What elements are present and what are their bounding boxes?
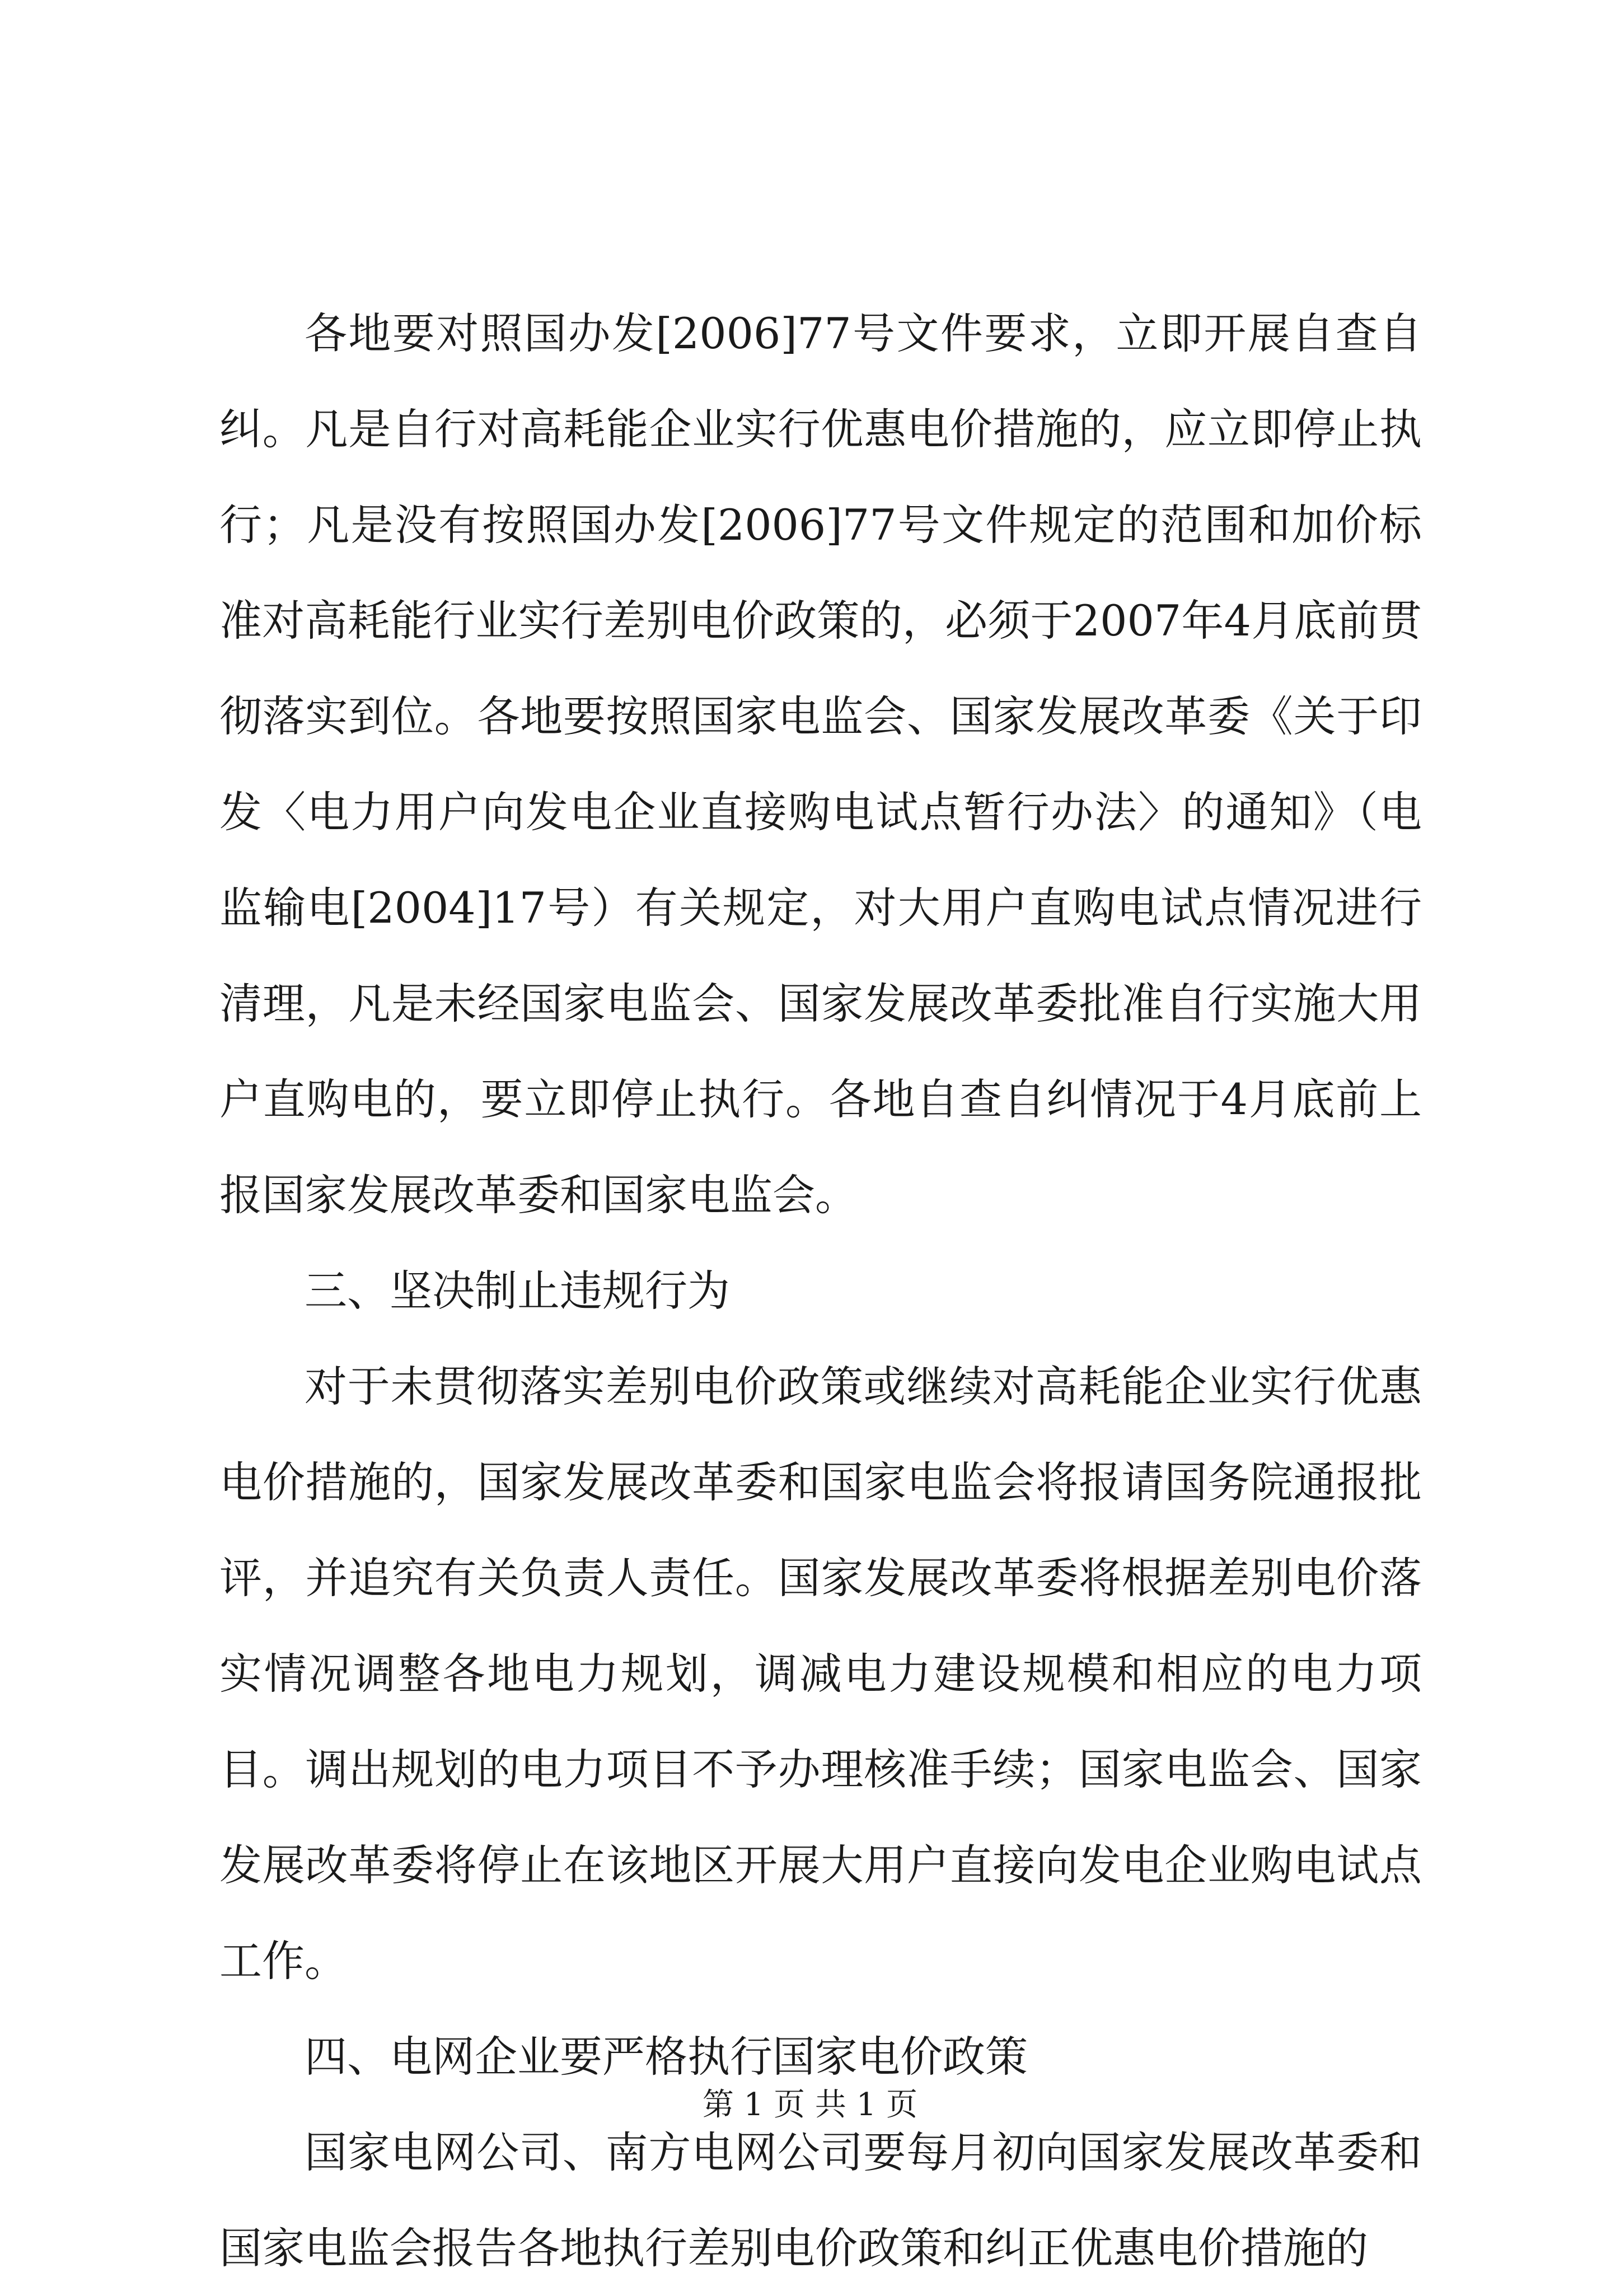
section-heading-four: 四、电网企业要严格执行国家电价政策	[305, 2032, 1028, 2082]
paragraph-violations: 对于未贯彻落实差别电价政策或继续对高耗能企业实行优惠电价措施的，国家发展改革委和国家电监会将报请国务院通报批评，并追究有关负责人责任。国家发展改革委将根据差别电价落实情况调整各地电力规划，调减电力建设规模和相应的电力项目。调出规划的电力项目不予办理核准手续；国家电监会、国家发展改革委将停止在该地区开展大用户直接向发电企业购电试点工作。	[219, 1362, 1422, 1986]
page-number-footer: 第 1 页 共 1 页	[702, 2087, 918, 2123]
paragraph-grid-companies: 国家电网公司、南方电网公司要每月初向国家发展改革委和国家电监会报告各地执行差别电价政策和纠正优惠电价措施的	[219, 2127, 1422, 2273]
document-body	[219, 286, 1422, 2296]
paragraph-self-inspection: 各地要对照国办发[2006]77号文件要求，立即开展自查自纠。凡是自行对高耗能企业实行优惠电价措施的，应立即停止执行；凡是没有按照国办发[2006]77号文件规定的范围和加价标准对高耗能行业实行差别电价政策的，必须于2007年4月底前贯彻落实到位。各地要按照国家电监会、国家发展改革委《关于印发〈电力用户向发电企业直接购电试点暂行办法〉的通知》（电监输电[2004]17号）有关规定，对大用户直购电试点情况进行清理，凡是未经国家电监会、国家发展改革委批准自行实施大用户直购电的，要立即停止执行。各地自查自纠情况于4月底前上报国家发展改革委和国家电监会。	[219, 308, 1422, 1220]
section-heading-three: 三、坚决制止违规行为	[305, 1266, 730, 1316]
